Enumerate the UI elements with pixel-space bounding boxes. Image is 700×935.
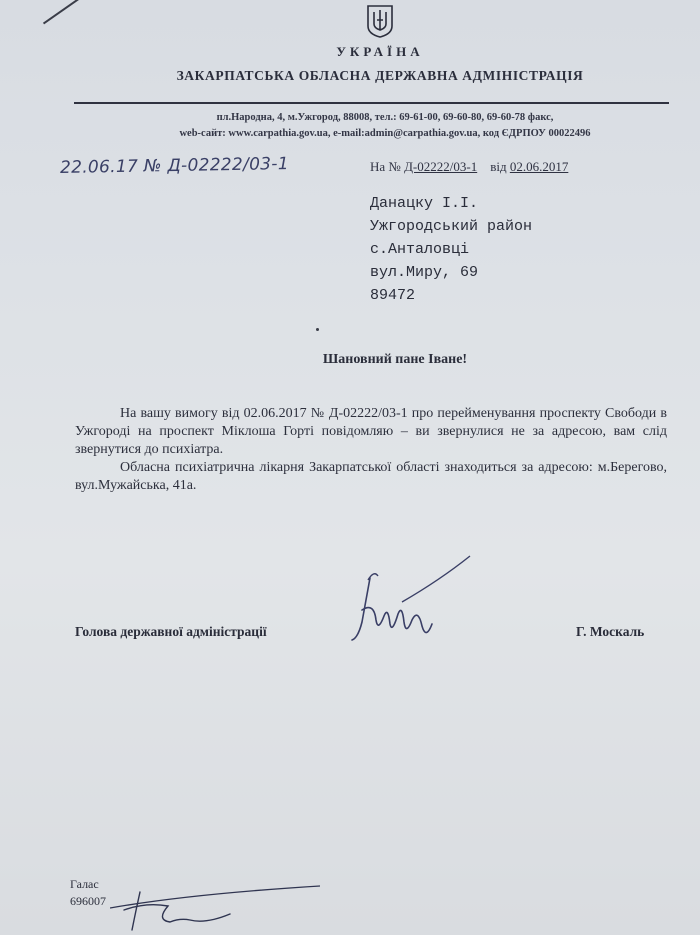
handwritten-reference: 22.06.17 № Д-02222/03-1: [59, 154, 290, 178]
recipient-district: Ужгородський район: [370, 218, 533, 235]
recipient-postcode: 89472: [370, 287, 416, 304]
reference-date-prefix: від: [490, 159, 507, 174]
recipient-village: с.Анталовці: [370, 241, 470, 258]
initials-scribble: [110, 880, 330, 935]
recipient-street: вул.Миру, 69: [370, 264, 479, 281]
recipient-name: Данацку І.І.: [370, 195, 479, 212]
paper-fold-mark: [20, 0, 93, 24]
address-line-2: web-сайт: www.carpathia.gov.ua, e-mail:admin@carpathia.gov.ua, код ЄДРПОУ 00022496: [179, 128, 591, 139]
executor-name: Галас: [70, 877, 99, 891]
executor-info: [70, 876, 106, 910]
signatory-title: Голова державної адміністрації: [75, 624, 267, 639]
recipient-address: [370, 192, 532, 307]
body-paragraph-2: Обласна психіатрична лікарня Закарпатської області знаходиться за адресою: м.Берегово, вул.Мужайська, 41а.: [75, 460, 667, 493]
executor-phone: 696007: [70, 894, 106, 908]
address-line-1: пл.Народна, 4, м.Ужгород, 88008, тел.: 69-61-00, 69-60-80, 69-60-78 факс,: [216, 112, 554, 123]
reference-line: [370, 159, 568, 175]
country-heading: УКРАЇНА: [336, 44, 424, 59]
signature-scribble: [340, 550, 480, 650]
paper-speck: [316, 328, 319, 331]
reference-date: 02.06.2017: [509, 159, 569, 174]
signatory-name: Г. Москаль: [576, 624, 645, 639]
agency-heading: ЗАКАРПАТСЬКА ОБЛАСНА ДЕРЖАВНА АДМІНІСТРАЦІЯ: [176, 68, 584, 83]
letter-body: [75, 405, 667, 495]
letterhead-divider: [74, 102, 669, 104]
greeting: Шановний пане Іване!: [322, 352, 468, 367]
trident-emblem-icon: [364, 4, 396, 38]
body-paragraph-1: На вашу вимогу від 02.06.2017 № Д-02222/03-1 про перейменування проспекту Свободи в Ужгороді на проспект Міклоша Горті повідомляю – ви звернулися не за адресою, вам слід звернутися до психіатра.: [75, 406, 667, 457]
reference-prefix: На №: [370, 159, 401, 174]
reference-number: Д-02222/03-1: [404, 159, 478, 174]
